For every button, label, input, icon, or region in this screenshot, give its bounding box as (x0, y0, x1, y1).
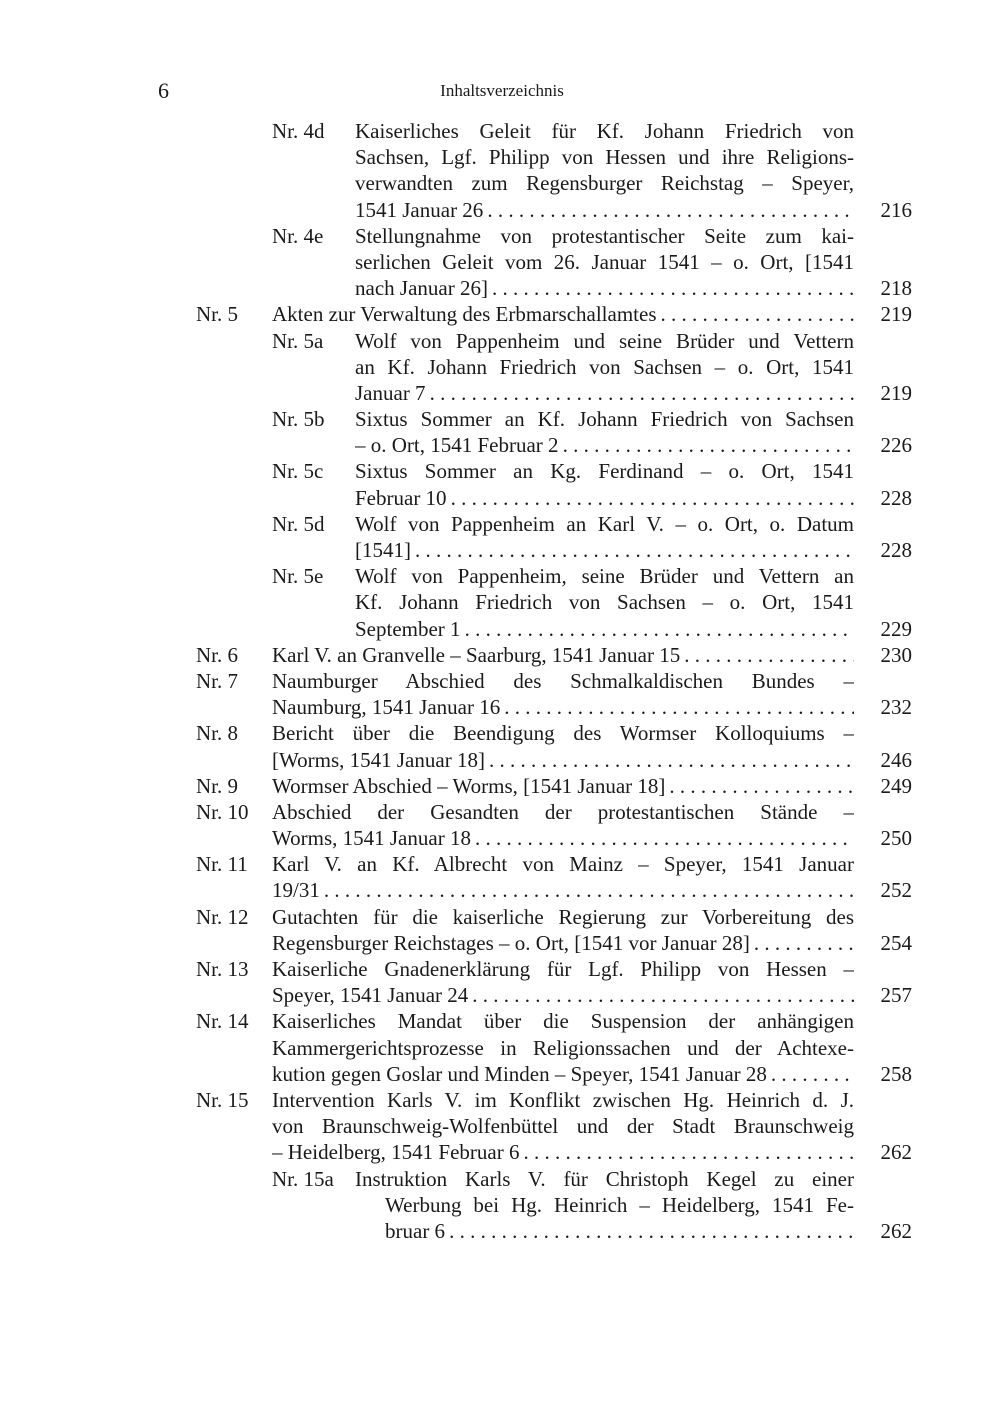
toc-entry-line (0, 432, 1004, 458)
entry-title-text: Abschied der Gesandten der protestantischen Stände – (272, 799, 854, 824)
toc-entry-line (0, 825, 1004, 851)
toc-entry-line (0, 275, 1004, 301)
entry-title-text: 1541 Januar 26 (355, 197, 484, 222)
toc-entry[interactable] (0, 458, 1004, 510)
entry-number: Nr. 15a (272, 1166, 334, 1191)
entry-page-number[interactable]: 254 (880, 930, 912, 955)
toc-entry[interactable] (0, 118, 1004, 223)
toc-entry-line (0, 1113, 1004, 1139)
entry-title-text: serlichen Geleit vom 26. Januar 1541 – o. Ort, [1541 (355, 249, 854, 274)
entry-page-number[interactable]: 230 (880, 642, 912, 667)
entry-title-text: Wolf von Pappenheim an Karl V. – o. Ort, o. Datum (355, 511, 854, 536)
toc-entry-line (0, 537, 1004, 563)
toc-entry[interactable] (0, 1166, 1004, 1245)
toc-entry-line (0, 589, 1004, 615)
entry-title-text: verwandten zum Regensburger Reichstag – Speyer, (355, 171, 854, 196)
entry-title-text: Intervention Karls V. im Konflikt zwischen Hg. Heinrich d. J. (272, 1087, 854, 1112)
entry-title-line (272, 982, 854, 1008)
entry-page-number[interactable]: 229 (880, 616, 912, 641)
entry-page-number[interactable]: 219 (880, 380, 912, 405)
entry-title-line (355, 485, 854, 511)
dot-leader (485, 747, 854, 773)
toc-entry-line (0, 1087, 1004, 1113)
entry-title-text: an Kf. Johann Friedrich von Sachsen – o. Ort, 1541 (355, 354, 854, 379)
toc-entry-line (0, 616, 1004, 642)
dot-leader (750, 930, 854, 956)
toc-entry[interactable] (0, 668, 1004, 720)
entry-page-number[interactable]: 232 (880, 695, 912, 720)
toc-entry-line (0, 197, 1004, 223)
dot-leader (461, 616, 854, 642)
toc-entry[interactable] (0, 328, 1004, 407)
entry-title-line (272, 642, 854, 668)
entry-number: Nr. 5d (272, 511, 325, 536)
toc-entry-line (0, 354, 1004, 380)
entry-title-text: Sixtus Sommer an Kg. Ferdinand – o. Ort, 1541 (355, 459, 854, 484)
toc-entry-line (0, 406, 1004, 432)
toc-entry[interactable] (0, 720, 1004, 772)
entry-title-line (272, 773, 854, 799)
entry-number: Nr. 14 (196, 1009, 249, 1034)
entry-number: Nr. 6 (196, 642, 238, 667)
entry-title-text: Karl V. an Kf. Albrecht von Mainz – Speyer, 1541 Januar (272, 852, 854, 877)
dot-leader (447, 485, 854, 511)
dot-leader (445, 1218, 854, 1244)
entry-page-number[interactable]: 219 (880, 302, 912, 327)
toc-entry-line (0, 249, 1004, 275)
toc-entry[interactable] (0, 511, 1004, 563)
entry-title-text: September 1 (355, 616, 461, 641)
dot-leader (500, 694, 854, 720)
entry-title-text: Werbung bei Hg. Heinrich – Heidelberg, 1541 Fe- (385, 1192, 854, 1217)
toc-entry-line (0, 747, 1004, 773)
entry-title-text: Karl V. an Granvelle – Saarburg, 1541 Januar 15 (272, 642, 681, 667)
entry-title-text: Worms, 1541 Januar 18 (272, 826, 471, 851)
toc-entry-line (0, 1218, 1004, 1244)
entry-number: Nr. 12 (196, 904, 249, 929)
entry-title-text: Wormser Abschied – Worms, [1541 Januar 18] (272, 773, 666, 798)
toc-entry-line (0, 1139, 1004, 1165)
toc-entry[interactable] (0, 1087, 1004, 1166)
dot-leader (411, 537, 854, 563)
dot-leader (680, 642, 854, 668)
entry-page-number[interactable]: 246 (880, 747, 912, 772)
entry-title-line (355, 197, 854, 223)
entry-title-text: 19/31 (272, 878, 320, 903)
toc-entry[interactable] (0, 301, 1004, 327)
entry-title-text: Kf. Johann Friedrich von Sachsen – o. Ort, 1541 (355, 590, 854, 615)
entry-number: Nr. 7 (196, 668, 238, 693)
entry-title-text: Kammergerichtsprozesse in Religionssachen und der Achtexe- (272, 1035, 854, 1060)
entry-number: Nr. 11 (196, 852, 248, 877)
toc-entry-line (0, 144, 1004, 170)
toc-entry[interactable] (0, 563, 1004, 642)
toc-entry-line (0, 694, 1004, 720)
toc-entry-line (0, 904, 1004, 930)
toc-entry-line (0, 1192, 1004, 1218)
entry-title-text: von Braunschweig-Wolfenbüttel und der Stadt Braunschweig (272, 1114, 854, 1139)
dot-leader (767, 1061, 854, 1087)
entry-title-text: Naumburger Abschied des Schmalkaldischen Bundes – (272, 668, 854, 693)
dot-leader (657, 301, 855, 327)
toc-entry[interactable] (0, 851, 1004, 903)
entry-page-number[interactable]: 262 (880, 1218, 912, 1243)
entry-title-line (272, 1061, 854, 1087)
toc-entry-line (0, 485, 1004, 511)
entry-title-text: Sachsen, Lgf. Philipp von Hessen und ihre Religions- (355, 145, 854, 170)
entry-title-text: Regensburger Reichstages – o. Ort, [1541 vor Januar 28] (272, 930, 750, 955)
entry-page-number[interactable]: 228 (880, 538, 912, 562)
entry-number: Nr. 5 (196, 302, 238, 327)
toc-entry-line (0, 563, 1004, 589)
entry-title-line (355, 616, 854, 642)
toc-entry-line (0, 956, 1004, 982)
entry-title-text: Bericht über die Beendigung des Wormser Kolloquiums – (272, 721, 854, 746)
toc-entry-line (0, 380, 1004, 406)
entry-page-number[interactable]: 216 (880, 197, 912, 222)
entry-title-text: Kaiserliches Mandat über die Suspension der anhängigen (272, 1009, 854, 1034)
dot-leader (488, 275, 854, 301)
entry-title-line (355, 432, 854, 458)
toc-entry[interactable] (0, 773, 1004, 799)
dot-leader (665, 773, 854, 799)
entry-title-text: kution gegen Goslar und Minden – Speyer, 1541 Januar 28 (272, 1061, 767, 1086)
toc-entry[interactable] (0, 642, 1004, 668)
entry-number: Nr. 5e (272, 564, 324, 589)
toc-entry[interactable] (0, 223, 1004, 302)
entry-title-text: [Worms, 1541 Januar 18] (272, 747, 485, 772)
entry-title-line (272, 930, 854, 956)
toc-entry[interactable] (0, 799, 1004, 851)
toc-entry-line (0, 642, 1004, 668)
entry-title-line (355, 537, 854, 563)
entry-page-number[interactable]: 262 (880, 1140, 912, 1165)
entry-title-text: Wolf von Pappenheim und seine Brüder und Vettern (355, 328, 854, 353)
entry-title-text: Februar 10 (355, 485, 447, 510)
entry-number: Nr. 8 (196, 721, 238, 746)
entry-title-text: Akten zur Verwaltung des Erbmarschallamtes (272, 302, 657, 327)
toc-entry-line (0, 773, 1004, 799)
entry-number: Nr. 5b (272, 407, 325, 432)
toc-entry-line (0, 877, 1004, 903)
toc-entry-line (0, 799, 1004, 825)
toc-entry-line (0, 328, 1004, 354)
toc-entry-line (0, 511, 1004, 537)
toc-entry[interactable] (0, 406, 1004, 458)
entry-page-number[interactable]: 249 (880, 773, 912, 798)
entry-number: Nr. 4e (272, 223, 324, 248)
entry-title-text: nach Januar 26] (355, 276, 488, 301)
entry-title-text: Kaiserliches Geleit für Kf. Johann Friedrich von (355, 119, 854, 143)
entry-title-line (272, 301, 854, 327)
dot-leader (483, 197, 854, 223)
entry-title-text: [1541] (355, 538, 411, 562)
entry-page-number[interactable]: 226 (880, 433, 912, 458)
entry-title-text: bruar 6 (385, 1218, 446, 1243)
dot-leader (559, 432, 854, 458)
entry-title-text: Wolf von Pappenheim, seine Brüder und Vettern an (355, 564, 854, 589)
entry-page-number[interactable]: 218 (880, 276, 912, 301)
entry-number: Nr. 15 (196, 1087, 249, 1112)
toc-entry-line (0, 458, 1004, 484)
entry-number: Nr. 9 (196, 773, 238, 798)
toc-entry-line (0, 1061, 1004, 1087)
entry-title-line (385, 1218, 854, 1244)
entry-number: Nr. 13 (196, 957, 249, 981)
toc-entry[interactable] (0, 956, 1004, 1008)
toc-entry-line (0, 668, 1004, 694)
entry-page-number[interactable]: 257 (880, 983, 912, 1008)
entry-title-line (272, 747, 854, 773)
table-of-contents (0, 118, 1004, 1244)
toc-entry-line (0, 223, 1004, 249)
toc-entry-line (0, 1166, 1004, 1192)
toc-entry-line (0, 720, 1004, 746)
entry-page-number[interactable]: 228 (880, 485, 912, 510)
toc-entry[interactable] (0, 904, 1004, 956)
toc-entry-line (0, 1035, 1004, 1061)
entry-title-text: Speyer, 1541 Januar 24 (272, 983, 469, 1008)
entry-number: Nr. 5a (272, 328, 324, 353)
entry-title-line (272, 825, 854, 851)
dot-leader (468, 982, 854, 1008)
dot-leader (471, 825, 854, 851)
entry-title-text: Instruktion Karls V. für Christoph Kegel zu einer (355, 1166, 854, 1191)
entry-number: Nr. 10 (196, 799, 249, 824)
toc-entry-line (0, 930, 1004, 956)
entry-title-text: Sixtus Sommer an Kf. Johann Friedrich von Sachsen (355, 407, 854, 432)
toc-entry-line (0, 170, 1004, 196)
entry-page-number[interactable]: 250 (880, 826, 912, 851)
entry-number: Nr. 5c (272, 459, 324, 484)
entry-title-line (272, 1139, 854, 1165)
entry-title-text: Januar 7 (355, 380, 426, 405)
page-number: 6 (158, 78, 169, 103)
entry-title-line (355, 380, 854, 406)
entry-title-line (272, 877, 854, 903)
entry-title-text: Stellungnahme von protestantischer Seite zum kai- (355, 223, 854, 248)
running-head: Inhaltsverzeichnis (440, 81, 564, 100)
toc-entry-line (0, 982, 1004, 1008)
dot-leader (519, 1139, 854, 1165)
entry-title-text: Naumburg, 1541 Januar 16 (272, 695, 501, 720)
toc-entry[interactable] (0, 1008, 1004, 1087)
toc-entry-line (0, 118, 1004, 144)
entry-title-text: Kaiserliche Gnadenerklärung für Lgf. Philipp von Hessen – (272, 957, 854, 981)
entry-number: Nr. 4d (272, 119, 325, 143)
entry-title-text: Gutachten für die kaiserliche Regierung zur Vorbereitung des (272, 904, 854, 929)
entry-title-line (272, 694, 854, 720)
entry-page-number[interactable]: 258 (880, 1061, 912, 1086)
dot-leader (426, 380, 854, 406)
entry-title-line (355, 275, 854, 301)
entry-page-number[interactable]: 252 (880, 878, 912, 903)
toc-entry-line (0, 301, 1004, 327)
dot-leader (320, 877, 854, 903)
toc-entry-line (0, 1008, 1004, 1034)
entry-title-text: – o. Ort, 1541 Februar 2 (355, 433, 559, 458)
toc-entry-line (0, 851, 1004, 877)
entry-title-text: – Heidelberg, 1541 Februar 6 (272, 1140, 520, 1165)
